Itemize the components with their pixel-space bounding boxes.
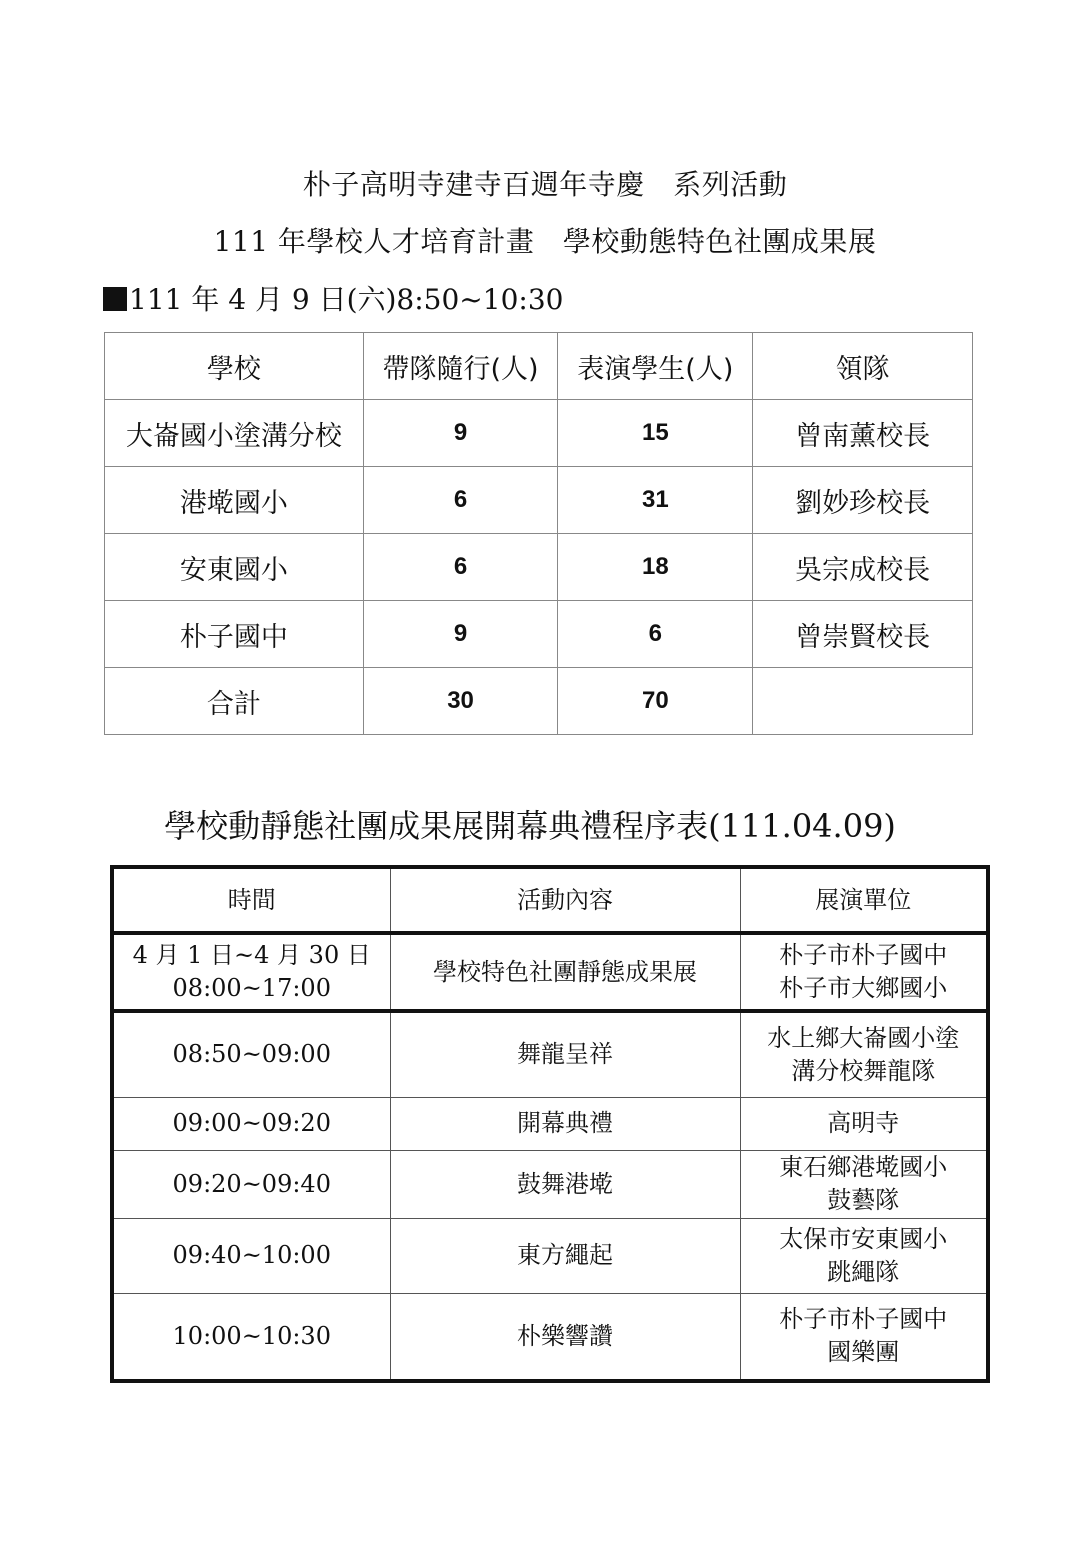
program-title: 學校動靜態社團成果展開幕典禮程序表(111.04.09)	[164, 807, 896, 845]
program-unit	[740, 1011, 988, 1097]
table-row	[105, 601, 973, 668]
table-header-row	[105, 333, 973, 400]
program-time: 10:00~10:30	[112, 1293, 390, 1381]
time-line: 4 月 1 日~4 月 30 日	[132, 941, 371, 969]
program-row	[112, 1150, 988, 1218]
event-date-text: 111 年 4 月 9 日(六)8:50~10:30	[129, 283, 564, 316]
program-row	[112, 1011, 988, 1097]
school-name: 大崙國小塗溝分校	[105, 400, 364, 467]
student-count: 31	[558, 467, 753, 534]
unit-line: 鼓藝隊	[827, 1186, 900, 1214]
program-activity: 東方繩起	[390, 1218, 740, 1293]
program-activity: 開幕典禮	[390, 1097, 740, 1150]
time-line: 08:00~17:00	[172, 974, 331, 1002]
table-row	[105, 467, 973, 534]
program-header-row	[112, 867, 988, 933]
document-title: 朴子高明寺建寺百週年寺慶 系列活動	[302, 168, 788, 201]
program-row	[112, 1097, 988, 1150]
program-unit	[740, 1150, 988, 1218]
program-activity: 鼓舞港墘	[390, 1150, 740, 1218]
total-leader-empty	[753, 668, 973, 735]
leader-name: 劉妙珍校長	[753, 467, 973, 534]
escort-count: 6	[363, 467, 558, 534]
header-school: 學校	[105, 333, 364, 400]
total-label: 合計	[105, 668, 364, 735]
leader-name: 曾南薰校長	[753, 400, 973, 467]
leader-name: 吳宗成校長	[753, 534, 973, 601]
program-table	[110, 865, 990, 1383]
program-row	[112, 1218, 988, 1293]
unit-line: 水上鄉大崙國小塗	[767, 1023, 960, 1052]
header-escort: 帶隊隨行(人)	[363, 333, 558, 400]
school-name: 朴子國中	[105, 601, 364, 668]
header-activity: 活動內容	[390, 867, 740, 933]
escort-count: 9	[363, 601, 558, 668]
escort-count: 9	[363, 400, 558, 467]
program-unit	[740, 1293, 988, 1381]
school-name: 港墘國小	[105, 467, 364, 534]
program-time: 09:40~10:00	[112, 1218, 390, 1293]
table-row	[105, 534, 973, 601]
program-unit	[740, 933, 988, 1011]
header-leader: 領隊	[753, 333, 973, 400]
school-name: 安東國小	[105, 534, 364, 601]
student-count: 18	[558, 534, 753, 601]
header-students: 表演學生(人)	[558, 333, 753, 400]
document-subtitle: 111 年學校人才培育計畫 學校動態特色社團成果展	[213, 225, 877, 258]
program-time: 09:20~09:40	[112, 1150, 390, 1218]
program-time: 09:00~09:20	[112, 1097, 390, 1150]
total-students: 70	[558, 668, 753, 735]
student-count: 15	[558, 400, 753, 467]
unit-line: 東石鄉港墘國小	[779, 1153, 948, 1181]
unit-line: 朴子市朴子國中	[779, 941, 948, 969]
unit-line: 溝分校舞龍隊	[791, 1056, 936, 1085]
unit-line: 朴子市大鄉國小	[779, 974, 948, 1002]
unit-line: 跳繩隊	[827, 1257, 900, 1286]
leader-name: 曾崇賢校長	[753, 601, 973, 668]
program-row	[112, 933, 988, 1011]
unit-line: 國樂團	[827, 1338, 900, 1367]
total-escort: 30	[363, 668, 558, 735]
program-unit: 高明寺	[740, 1097, 988, 1150]
program-unit	[740, 1218, 988, 1293]
program-time	[112, 933, 390, 1011]
square-bullet-icon	[103, 287, 127, 311]
program-activity: 舞龍呈祥	[390, 1011, 740, 1097]
escort-count: 6	[363, 534, 558, 601]
header-unit: 展演單位	[740, 867, 988, 933]
unit-line: 太保市安東國小	[779, 1224, 948, 1253]
unit-line: 朴子市朴子國中	[779, 1305, 948, 1334]
program-activity: 學校特色社團靜態成果展	[390, 933, 740, 1011]
table-row	[105, 400, 973, 467]
student-count: 6	[558, 601, 753, 668]
program-time: 08:50~09:00	[112, 1011, 390, 1097]
program-row	[112, 1293, 988, 1381]
header-time: 時間	[112, 867, 390, 933]
program-activity: 朴樂響讚	[390, 1293, 740, 1381]
total-row	[105, 668, 973, 735]
event-date	[103, 278, 563, 318]
school-participants-table	[104, 332, 973, 735]
